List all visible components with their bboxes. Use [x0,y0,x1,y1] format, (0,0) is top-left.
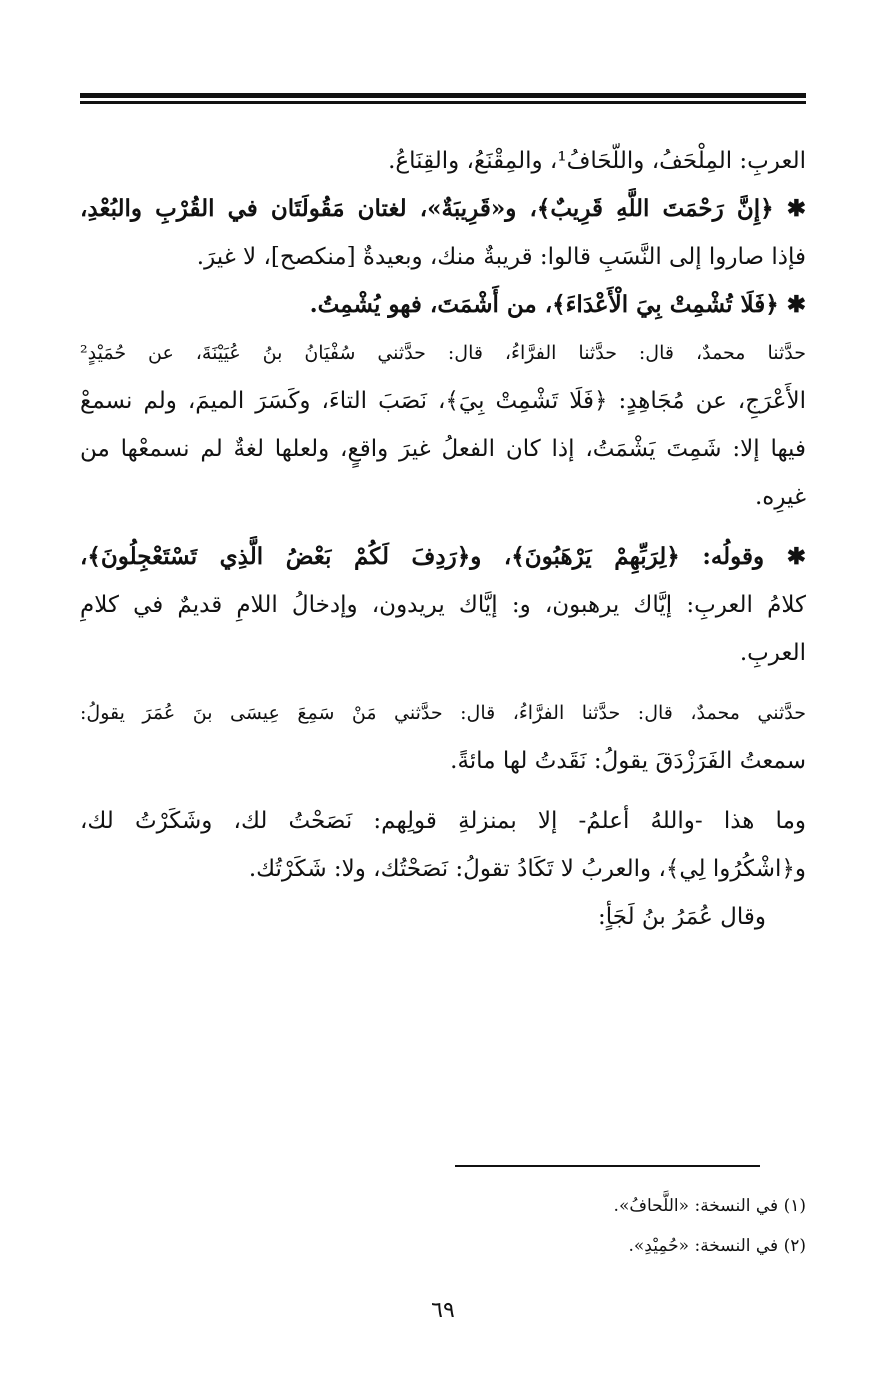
header-rule-thin [80,101,806,104]
paragraph-line: الأَعْرَجِ، عن مُجَاهِدٍ: ﴿فَلَا تَشْمِتْ بِيَ﴾، نَصَبَ التاءَ، وكَسَرَ الميمَ، ولم نسمعْ [80,388,806,414]
verse-line: ✱ ﴿فَلَا تُشْمِتْ بِيَ الْأَعْدَاءَ﴾، من أَشْمَتَ، فهو يُشْمِتُ. [309,291,806,318]
verse-line: ✱ وقولُه: ﴿لِرَبِّهِمْ يَرْهَبُونَ﴾، و﴿رَدِفَ لَكُمْ بَعْضُ الَّذِي تَسْتَعْجِلُونَ﴾، [80,543,806,570]
page-number: ٦٩ [431,1298,455,1323]
poem-intro-line: وقال عُمَرُ بنُ لَجَأٍ: [598,904,766,930]
paragraph-line: سمعتُ الفَرَزْدَقَ يقولُ: نَقَدتُ لها مائةً. [450,748,806,774]
paragraph-line: غيرِه. [754,484,806,510]
paragraph-line: و﴿اشْكُرُوا لِي﴾، والعربُ لا تَكَادُ تقولُ: نَصَحْتُك، ولا: شَكَرْتُك. [248,856,806,882]
footnote-2: (٢) في النسخة: «حُمِيْدِ». [628,1236,806,1256]
paragraph-line: وما هذا -واللهُ أعلمُ- إلا بمنزلةِ قولِهم: نَصَحْتُ لك، وشَكَرْتُ لك، [80,808,806,834]
footnote-1: (١) في النسخة: «اللَّحافُ». [613,1196,806,1216]
paragraph-line: العربِ: المِلْحَفُ، واللّحَافُ¹، والمِقْنَعُ، والقِنَاعُ. [388,148,806,174]
page-body [80,140,806,944]
footnote-rule [455,1165,760,1167]
footnotes [614,1195,806,1275]
paragraph-line: العربِ. [739,640,806,666]
verse-line: ✱ ﴿إِنَّ رَحْمَتَ اللَّهِ قَرِيبٌ﴾، و«قَرِيبَةٌ»، لغتان مَقُولَتَان في القُرْبِ والبُعْدِ، [80,195,806,222]
isnad-line: حدَّثنا محمدٌ، قال: حدَّثنا الفرَّاءُ، قال: حدَّثني سُفْيَانُ بنُ عُيَيْنَةَ، عن حُمَيْدٍ² [80,342,806,364]
paragraph-line: كلامُ العربِ: إيَّاك يرهبون، و: إيَّاك يريدون، وإدخالُ اللامِ قديمٌ في كلامِ [80,592,806,618]
header-rule-thick [80,93,806,98]
isnad-line: حدَّثني محمدٌ، قال: حدَّثنا الفرَّاءُ، قال: حدَّثني مَنْ سَمِعَ عِيسَى بنَ عُمَرَ يقولُ: [80,702,806,724]
paragraph-line: فيها إلا: شَمِتَ يَشْمَتُ، إذا كان الفعلُ غيرَ واقعٍ، ولعلها لغةٌ لم نسمعْها من [80,436,806,462]
paragraph-line: فإذا صاروا إلى النَّسَبِ قالوا: قريبةٌ منك، وبعيدةٌ [منكصح]، لا غيرَ. [196,244,806,270]
